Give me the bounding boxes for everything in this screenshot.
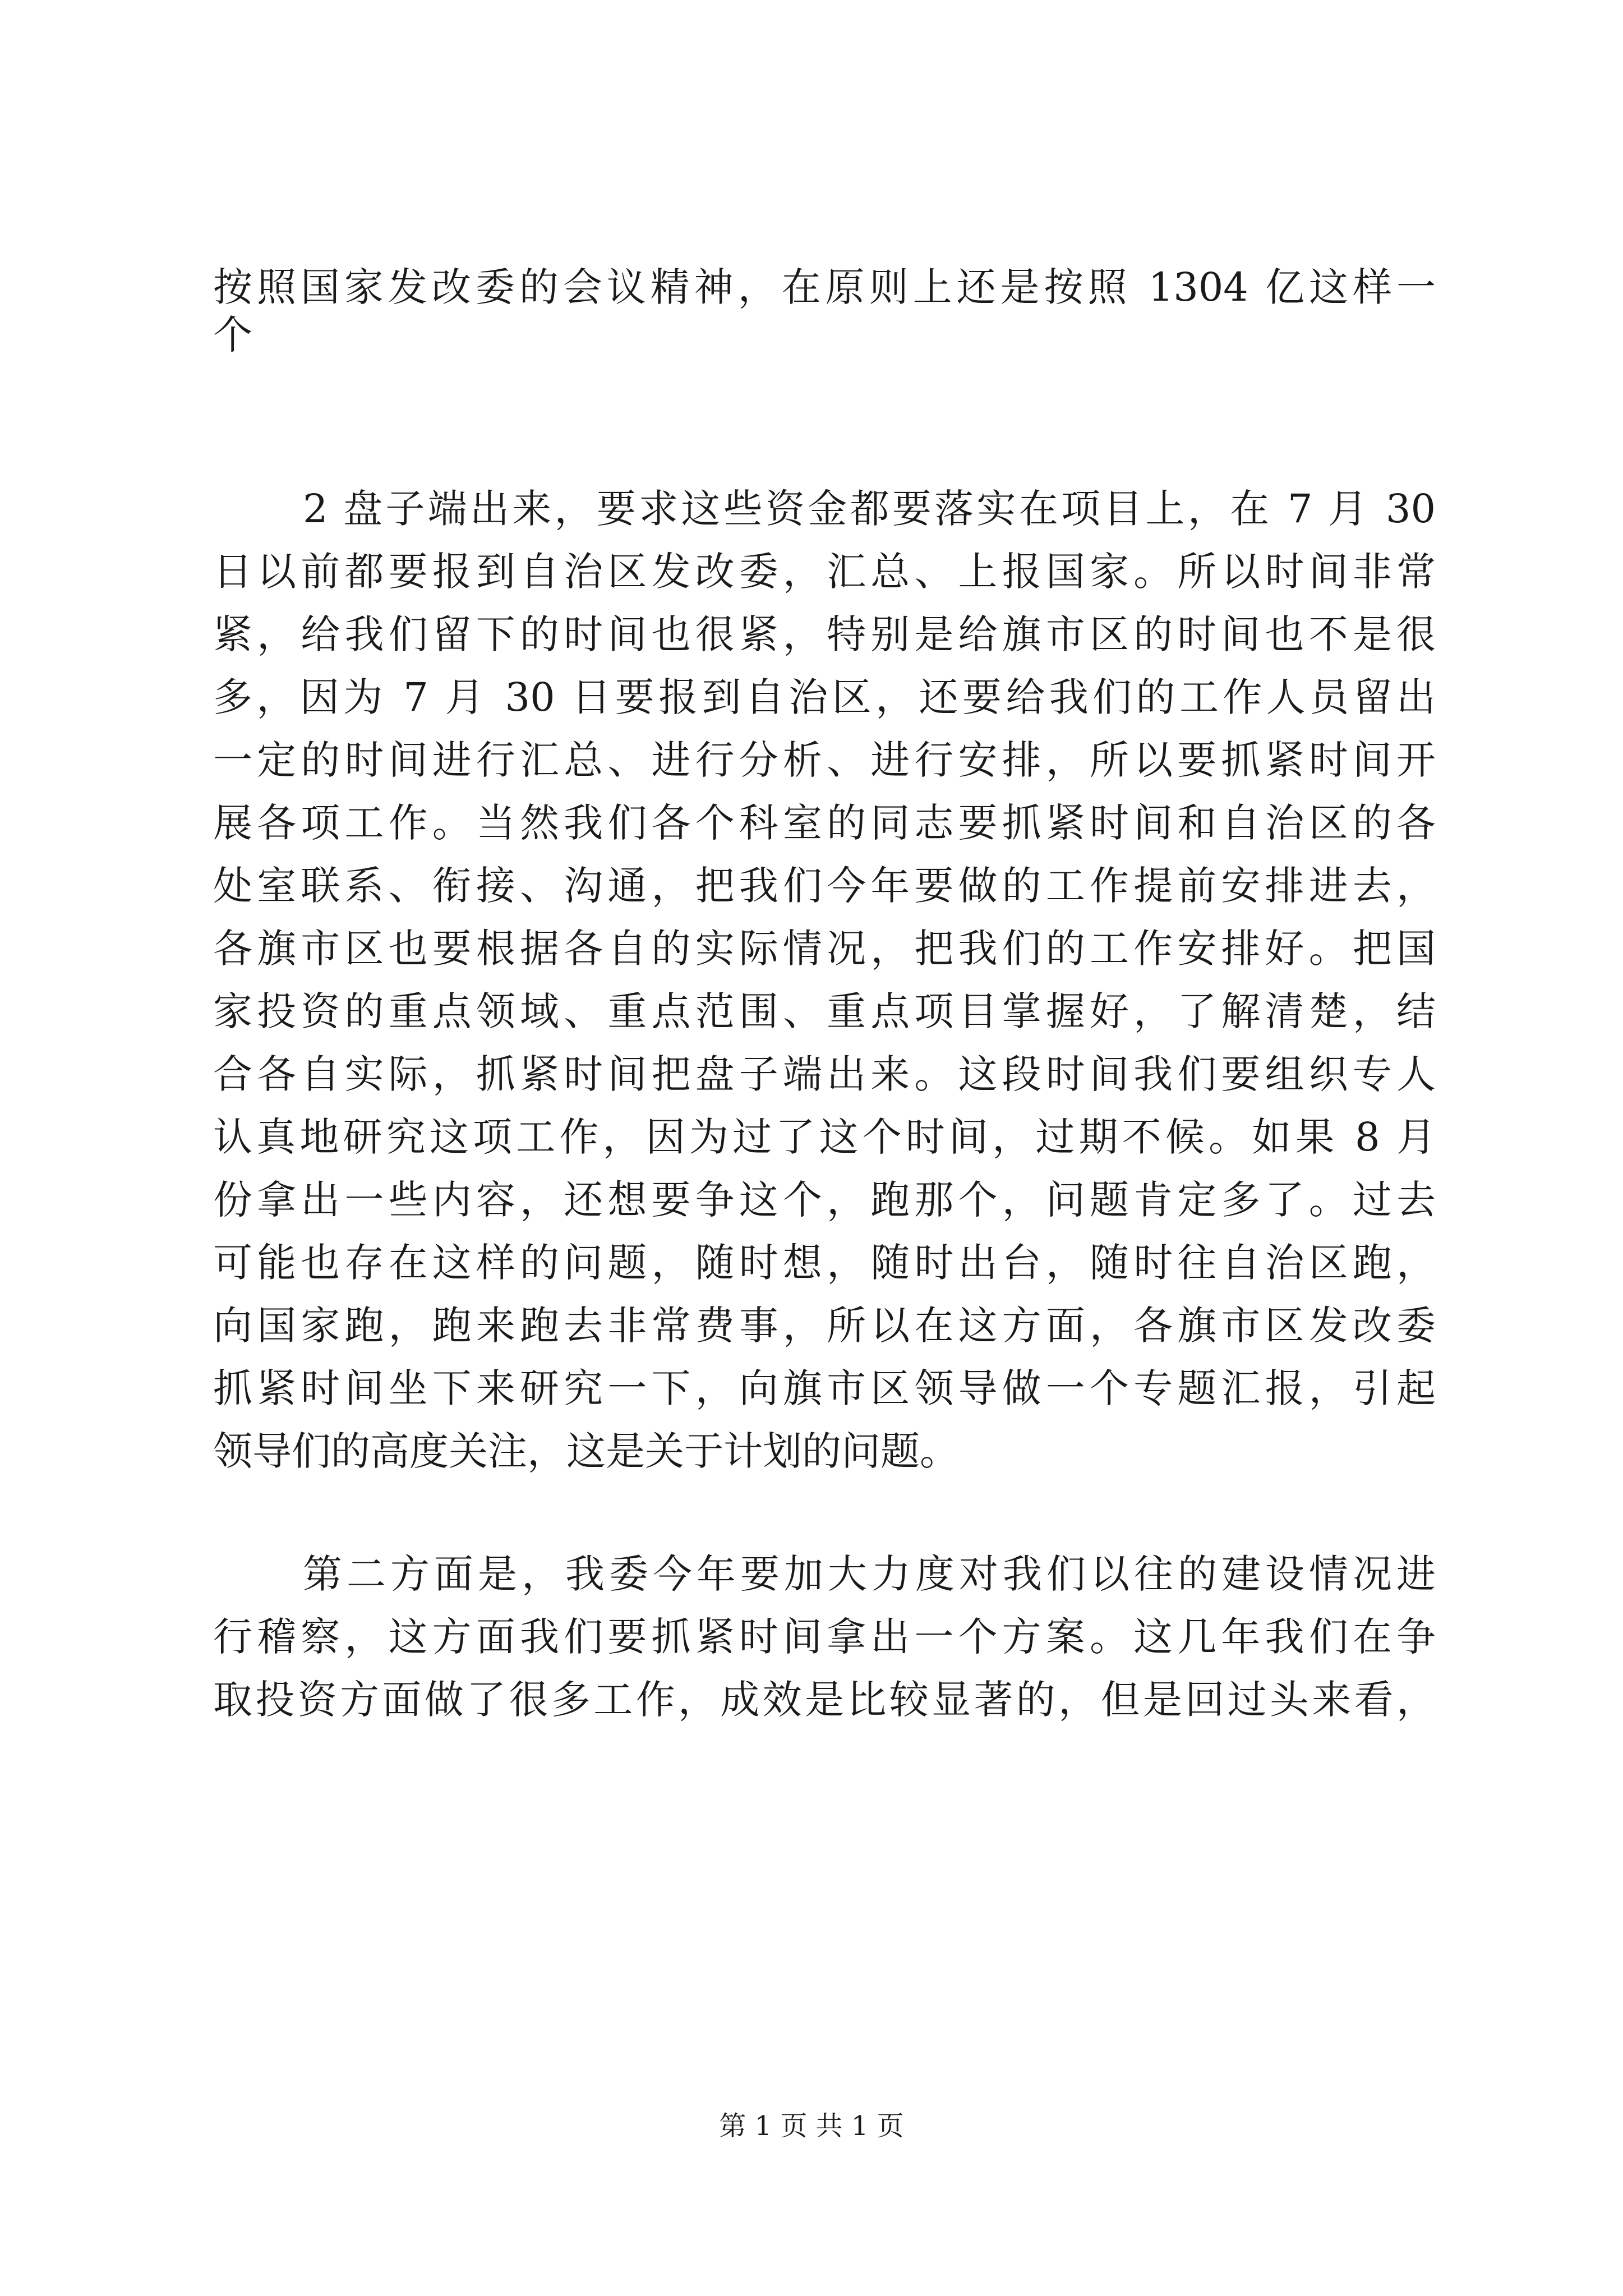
text-line: 个 bbox=[213, 312, 252, 358]
text-line: 向国家跑，跑来跑去非常费事，所以在这方面，各旗市区发改委 bbox=[213, 1303, 1436, 1349]
text-line: 认真地研究这项工作，因为过了这个时间，过期不候。如果 8 月 bbox=[213, 1114, 1436, 1160]
text-line: 抓紧时间坐下来研究一下，向旗市区领导做一个专题汇报，引起 bbox=[213, 1365, 1436, 1411]
text-line: 一定的时间进行汇总、进行分析、进行安排，所以要抓紧时间开 bbox=[213, 737, 1436, 783]
text-line: 展各项工作。当然我们各个科室的同志要抓紧时间和自治区的各 bbox=[213, 800, 1436, 846]
text-line: 份拿出一些内容，还想要争这个，跑那个，问题肯定多了。过去 bbox=[213, 1177, 1436, 1223]
text-line: 多，因为 7 月 30 日要报到自治区，还要给我们的工作人员留出 bbox=[213, 674, 1436, 720]
text-line: 取投资方面做了很多工作，成效是比较显著的，但是回过头来看， bbox=[213, 1677, 1436, 1723]
text-line: 领导们的高度关注，这是关于计划的问题。 bbox=[213, 1428, 959, 1474]
text-line: 紧，给我们留下的时间也很紧，特别是给旗市区的时间也不是很 bbox=[213, 611, 1436, 657]
page-number-label: 第 1 页 共 1 页 bbox=[719, 2110, 904, 2142]
text-line: 行稽察，这方面我们要抓紧时间拿出一个方案。这几年我们在争 bbox=[213, 1614, 1436, 1660]
text-line: 合各自实际，抓紧时间把盘子端出来。这段时间我们要组织专人 bbox=[213, 1051, 1436, 1097]
text-line: 按照国家发改委的会议精神，在原则上还是按照 1304 亿这样一 bbox=[213, 264, 1436, 310]
paragraph-start-line: 第二方面是，我委今年要加大力度对我们以往的建设情况进 bbox=[303, 1551, 1436, 1597]
text-line: 家投资的重点领域、重点范围、重点项目掌握好，了解清楚，结 bbox=[213, 988, 1436, 1034]
text-line: 处室联系、衔接、沟通，把我们今年要做的工作提前安排进去， bbox=[213, 863, 1436, 909]
page-footer bbox=[0, 2109, 1623, 2143]
text-line: 日以前都要报到自治区发改委，汇总、上报国家。所以时间非常 bbox=[213, 549, 1436, 595]
paragraph-start-line: 2 盘子端出来，要求这些资金都要落实在项目上，在 7 月 30 bbox=[303, 486, 1436, 532]
text-line: 可能也存在这样的问题，随时想，随时出台，随时往自治区跑， bbox=[213, 1240, 1436, 1286]
text-line: 各旗市区也要根据各自的实际情况，把我们的工作安排好。把国 bbox=[213, 926, 1436, 972]
